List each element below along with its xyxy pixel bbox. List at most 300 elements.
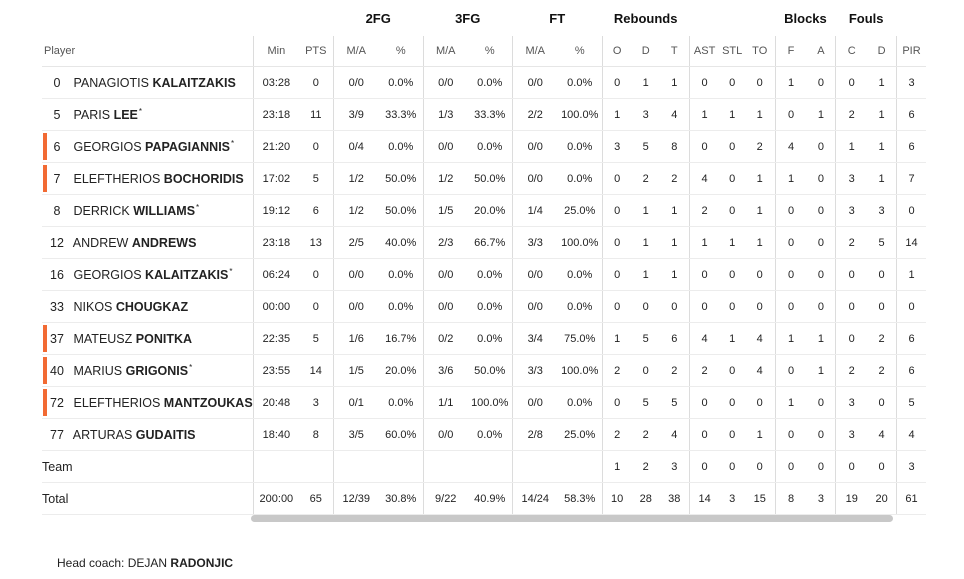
stat-ast: 1 <box>689 99 719 131</box>
stat-stl: 1 <box>720 227 745 259</box>
stat-2fg-pct <box>379 451 424 483</box>
player-last-name: GUDAITIS <box>135 427 196 442</box>
stat-pir: 6 <box>897 131 927 163</box>
stat-ft-pct: 58.3% <box>558 483 603 515</box>
player-star: * <box>229 266 233 276</box>
stat-reb-d: 5 <box>632 323 660 355</box>
stat-blk-a: 0 <box>806 259 835 291</box>
group-header-row <box>42 0 926 36</box>
stat-blk-a: 1 <box>806 355 835 387</box>
head-coach <box>57 556 233 570</box>
stat-2fg-pct: 50.0% <box>379 195 424 227</box>
stat-ft-ma: 2/2 <box>512 99 558 131</box>
stat-ft-pct: 100.0% <box>558 227 603 259</box>
stat-blk-f: 1 <box>775 163 806 195</box>
stat-blk-f: 0 <box>775 227 806 259</box>
stat-reb-t: 2 <box>660 355 689 387</box>
stat-min: 03:28 <box>253 67 299 99</box>
stat-ast: 0 <box>689 387 719 419</box>
stat-blk-f: 0 <box>775 259 806 291</box>
column-header-row <box>42 36 926 67</box>
stat-to: 4 <box>745 355 775 387</box>
table-row[interactable] <box>42 355 926 387</box>
stat-ft-pct: 0.0% <box>558 291 603 323</box>
stat-reb-o: 2 <box>602 419 631 451</box>
stat-pts: 0 <box>299 259 333 291</box>
stat-3fg-pct: 20.0% <box>468 195 513 227</box>
stat-stl: 1 <box>720 323 745 355</box>
table-row[interactable] <box>42 99 926 131</box>
stat-to: 1 <box>745 99 775 131</box>
stat-3fg-ma: 1/1 <box>423 387 467 419</box>
starter-indicator <box>43 389 47 416</box>
player-star: * <box>189 362 193 372</box>
stat-ast: 14 <box>689 483 719 515</box>
stat-blk-f: 1 <box>775 323 806 355</box>
player-cell[interactable] <box>42 291 253 323</box>
stat-ft-ma: 0/0 <box>512 291 558 323</box>
stat-ft-pct: 0.0% <box>558 163 603 195</box>
stat-3fg-ma: 2/3 <box>423 227 467 259</box>
stat-3fg-pct: 40.9% <box>468 483 513 515</box>
player-cell[interactable] <box>42 67 253 99</box>
stat-reb-o: 0 <box>602 387 631 419</box>
table-row[interactable] <box>42 163 926 195</box>
stat-fouls-d: 4 <box>867 419 896 451</box>
player-number: 37 <box>50 331 64 346</box>
stat-blk-f: 0 <box>775 195 806 227</box>
player-last-name: PONITKA <box>135 331 193 346</box>
stat-3fg-ma: 1/3 <box>423 99 467 131</box>
stat-fouls-c: 0 <box>836 67 867 99</box>
stat-pir: 3 <box>897 451 927 483</box>
player-number: 33 <box>50 299 64 314</box>
stat-ft-pct: 0.0% <box>558 67 603 99</box>
stat-fouls-c: 2 <box>836 99 867 131</box>
stat-2fg-ma: 12/39 <box>333 483 379 515</box>
table-row[interactable] <box>42 323 926 355</box>
player-cell[interactable] <box>42 259 253 291</box>
stat-to: 2 <box>745 131 775 163</box>
player-first-name: PANAGIOTIS <box>73 75 149 90</box>
stat-pir: 4 <box>897 419 927 451</box>
stat-ft-ma <box>512 451 558 483</box>
stat-to: 0 <box>745 259 775 291</box>
stat-3fg-pct: 33.3% <box>468 99 513 131</box>
stat-reb-t: 4 <box>660 419 689 451</box>
stat-stl: 0 <box>720 163 745 195</box>
player-last-name: LEE <box>113 107 138 122</box>
stat-to: 1 <box>745 195 775 227</box>
stat-reb-t: 3 <box>660 451 689 483</box>
col-3fg-pct[interactable]: % <box>468 36 513 67</box>
stat-fouls-c: 3 <box>836 387 867 419</box>
stat-fouls-c: 3 <box>836 163 867 195</box>
col-ft-pct[interactable]: % <box>558 36 603 67</box>
stat-pts: 3 <box>299 387 333 419</box>
stat-fouls-c: 2 <box>836 355 867 387</box>
col-3fg-ma[interactable]: M/A <box>423 36 467 67</box>
stat-fouls-d: 0 <box>867 451 896 483</box>
player-first-name: MATEUSZ <box>73 331 133 346</box>
stat-3fg-pct <box>468 451 513 483</box>
stat-blk-f: 0 <box>775 451 806 483</box>
stat-reb-d: 2 <box>632 419 660 451</box>
stat-stl: 0 <box>720 131 745 163</box>
stat-ft-ma: 14/24 <box>512 483 558 515</box>
player-star: * <box>196 202 200 212</box>
col-blk-a[interactable]: A <box>806 36 835 67</box>
table-row[interactable] <box>42 131 926 163</box>
stat-reb-t: 4 <box>660 99 689 131</box>
player-first-name: ANDREW <box>72 235 129 250</box>
stat-3fg-ma: 9/22 <box>423 483 467 515</box>
stat-pts: 14 <box>299 355 333 387</box>
stat-blk-f: 8 <box>775 483 806 515</box>
stat-fouls-c: 3 <box>836 195 867 227</box>
stat-reb-o: 10 <box>602 483 631 515</box>
stat-to: 1 <box>745 163 775 195</box>
stat-blk-a: 3 <box>806 483 835 515</box>
stat-blk-f: 0 <box>775 419 806 451</box>
table-row[interactable] <box>42 195 926 227</box>
stat-ast: 0 <box>689 451 719 483</box>
stat-reb-d: 1 <box>632 227 660 259</box>
stat-reb-d: 28 <box>632 483 660 515</box>
col-fouls-c[interactable]: C <box>836 36 867 67</box>
stat-2fg-pct: 50.0% <box>379 163 424 195</box>
stat-min: 00:00 <box>253 291 299 323</box>
stat-stl: 0 <box>720 291 745 323</box>
table-row[interactable] <box>42 419 926 451</box>
stat-min: 18:40 <box>253 419 299 451</box>
stat-pts: 5 <box>299 323 333 355</box>
player-last-name: CHOUGKAZ <box>115 299 189 314</box>
player-last-name: GRIGONIS <box>125 363 189 378</box>
stat-to: 0 <box>745 291 775 323</box>
stat-2fg-ma: 0/0 <box>333 291 379 323</box>
team-label: Team <box>42 451 253 483</box>
col-blk-f[interactable]: F <box>775 36 806 67</box>
stat-blk-f: 1 <box>775 67 806 99</box>
player-number: 40 <box>50 363 64 378</box>
stat-pir: 3 <box>897 67 927 99</box>
player-last-name: MANTZOUKAS <box>163 395 253 410</box>
stat-reb-t: 2 <box>660 163 689 195</box>
stat-fouls-c: 0 <box>836 323 867 355</box>
stat-reb-t: 1 <box>660 67 689 99</box>
stat-fouls-d: 1 <box>867 131 896 163</box>
stat-ast: 0 <box>689 259 719 291</box>
stat-reb-d: 1 <box>632 67 660 99</box>
stat-ast: 0 <box>689 67 719 99</box>
stat-ft-ma: 3/3 <box>512 355 558 387</box>
stat-3fg-ma: 0/0 <box>423 131 467 163</box>
stat-pir: 6 <box>897 99 927 131</box>
player-last-name: PAPAGIANNIS <box>145 139 231 154</box>
stat-fouls-d: 2 <box>867 355 896 387</box>
stat-to: 0 <box>745 387 775 419</box>
stat-reb-t: 1 <box>660 195 689 227</box>
stat-to: 0 <box>745 67 775 99</box>
col-reb-t[interactable]: T <box>660 36 689 67</box>
player-first-name: ARTURAS <box>72 427 133 442</box>
stat-blk-a: 0 <box>806 131 835 163</box>
stat-pts: 11 <box>299 99 333 131</box>
stat-reb-t: 38 <box>660 483 689 515</box>
stat-2fg-ma: 0/1 <box>333 387 379 419</box>
stat-min: 19:12 <box>253 195 299 227</box>
stat-stl: 0 <box>720 387 745 419</box>
stat-blk-a: 1 <box>806 323 835 355</box>
starter-indicator <box>43 357 47 384</box>
stat-to: 0 <box>745 451 775 483</box>
stat-2fg-ma: 1/2 <box>333 163 379 195</box>
stat-3fg-ma <box>423 451 467 483</box>
player-first-name: ELEFTHERIOS <box>73 395 161 410</box>
table-row[interactable] <box>42 291 926 323</box>
stat-blk-f: 4 <box>775 131 806 163</box>
stat-2fg-pct: 60.0% <box>379 419 424 451</box>
stat-ast: 4 <box>689 323 719 355</box>
stat-fouls-d: 1 <box>867 99 896 131</box>
total-row <box>42 483 926 515</box>
stat-3fg-ma: 0/0 <box>423 67 467 99</box>
col-player[interactable]: Player <box>42 36 253 67</box>
stat-ft-ma: 1/4 <box>512 195 558 227</box>
stat-3fg-pct: 0.0% <box>468 259 513 291</box>
player-cell[interactable] <box>42 227 253 259</box>
player-number: 5 <box>53 107 61 122</box>
stat-pir: 6 <box>897 323 927 355</box>
stat-fouls-d: 0 <box>867 291 896 323</box>
stat-min: 06:24 <box>253 259 299 291</box>
stat-pir: 1 <box>897 259 927 291</box>
group-ft: FT <box>549 10 566 26</box>
horizontal-scrollbar[interactable] <box>251 515 893 522</box>
boxscore-table <box>42 0 926 515</box>
stat-ft-pct <box>558 451 603 483</box>
stat-stl: 0 <box>720 419 745 451</box>
player-number: 8 <box>53 203 61 218</box>
stat-reb-t: 0 <box>660 291 689 323</box>
stat-ast: 0 <box>689 131 719 163</box>
stat-ft-ma: 0/0 <box>512 67 558 99</box>
player-last-name: WILLIAMS <box>133 203 196 218</box>
group-3fg: 3FG <box>455 10 481 26</box>
stat-reb-d: 5 <box>632 387 660 419</box>
player-number: 7 <box>53 171 61 186</box>
stat-pir: 0 <box>897 291 927 323</box>
coach-first-name: DEJAN <box>127 556 168 570</box>
starter-indicator <box>43 133 47 160</box>
player-cell[interactable] <box>42 131 253 163</box>
stat-min: 20:48 <box>253 387 299 419</box>
player-cell[interactable] <box>42 419 253 451</box>
stat-fouls-d: 5 <box>867 227 896 259</box>
stat-blk-a: 0 <box>806 227 835 259</box>
col-ft-ma[interactable]: M/A <box>512 36 558 67</box>
player-last-name: KALAITZAKIS <box>152 75 236 90</box>
stat-reb-o: 1 <box>602 451 631 483</box>
stat-2fg-pct: 33.3% <box>379 99 424 131</box>
player-number: 77 <box>50 427 64 442</box>
stat-reb-o: 0 <box>602 195 631 227</box>
stat-min: 22:35 <box>253 323 299 355</box>
group-2fg: 2FG <box>365 10 391 26</box>
stat-ast: 0 <box>689 419 719 451</box>
group-rebounds: Rebounds <box>613 10 678 26</box>
col-ast[interactable]: AST <box>689 36 719 67</box>
stat-ft-ma: 0/0 <box>512 259 558 291</box>
player-number: 72 <box>50 395 64 410</box>
table-row[interactable] <box>42 259 926 291</box>
stat-fouls-d: 20 <box>867 483 896 515</box>
stat-2fg-pct: 0.0% <box>379 67 424 99</box>
stat-reb-o: 0 <box>602 291 631 323</box>
stat-reb-o: 0 <box>602 227 631 259</box>
stat-3fg-pct: 66.7% <box>468 227 513 259</box>
player-first-name: MARIUS <box>73 363 123 378</box>
stat-ft-pct: 100.0% <box>558 355 603 387</box>
stat-min: 23:55 <box>253 355 299 387</box>
stat-blk-f: 0 <box>775 355 806 387</box>
stat-2fg-pct: 20.0% <box>379 355 424 387</box>
player-cell[interactable] <box>42 323 253 355</box>
stat-2fg-ma <box>333 451 379 483</box>
table-row[interactable] <box>42 387 926 419</box>
player-cell[interactable] <box>42 355 253 387</box>
total-label: Total <box>42 483 253 515</box>
stat-ft-ma: 3/3 <box>512 227 558 259</box>
stat-3fg-ma: 1/5 <box>423 195 467 227</box>
stat-2fg-ma: 0/0 <box>333 67 379 99</box>
stat-pir: 14 <box>897 227 927 259</box>
stat-blk-a: 0 <box>806 163 835 195</box>
stat-2fg-ma: 2/5 <box>333 227 379 259</box>
stat-3fg-pct: 0.0% <box>468 419 513 451</box>
player-star: * <box>231 138 235 148</box>
stat-to: 1 <box>745 419 775 451</box>
stat-reb-o: 3 <box>602 131 631 163</box>
stat-pts: 0 <box>299 291 333 323</box>
stat-blk-a: 0 <box>806 387 835 419</box>
col-pts[interactable]: PTS <box>299 36 333 67</box>
stat-min: 200:00 <box>253 483 299 515</box>
player-cell[interactable] <box>42 99 253 131</box>
stat-reb-t: 1 <box>660 227 689 259</box>
col-to[interactable]: TO <box>745 36 775 67</box>
player-last-name: BOCHORIDIS <box>163 171 244 186</box>
col-fouls-d[interactable]: D <box>867 36 896 67</box>
stat-fouls-d: 3 <box>867 195 896 227</box>
player-cell[interactable] <box>42 163 253 195</box>
stat-ft-pct: 0.0% <box>558 387 603 419</box>
stat-2fg-ma: 1/5 <box>333 355 379 387</box>
table-row[interactable] <box>42 227 926 259</box>
col-stl[interactable]: STL <box>720 36 745 67</box>
stat-reb-o: 0 <box>602 259 631 291</box>
stat-fouls-d: 0 <box>867 259 896 291</box>
stat-ast: 2 <box>689 195 719 227</box>
stat-reb-d: 0 <box>632 355 660 387</box>
stat-3fg-ma: 0/0 <box>423 259 467 291</box>
stat-fouls-c: 0 <box>836 291 867 323</box>
starter-indicator <box>43 325 47 352</box>
stat-min: 23:18 <box>253 227 299 259</box>
stat-reb-t: 1 <box>660 259 689 291</box>
stat-fouls-c: 0 <box>836 259 867 291</box>
stat-2fg-ma: 0/0 <box>333 259 379 291</box>
stat-blk-a: 0 <box>806 451 835 483</box>
stat-min: 23:18 <box>253 99 299 131</box>
stat-reb-o: 2 <box>602 355 631 387</box>
player-cell[interactable] <box>42 387 253 419</box>
stat-3fg-ma: 0/0 <box>423 291 467 323</box>
col-pir[interactable]: PIR <box>897 36 927 67</box>
stat-2fg-pct: 30.8% <box>379 483 424 515</box>
col-reb-d[interactable]: D <box>632 36 660 67</box>
stat-3fg-pct: 50.0% <box>468 163 513 195</box>
stat-fouls-d: 2 <box>867 323 896 355</box>
stat-reb-d: 2 <box>632 163 660 195</box>
stat-pir: 0 <box>897 195 927 227</box>
stat-reb-t: 5 <box>660 387 689 419</box>
stat-pir: 5 <box>897 387 927 419</box>
col-2fg-pct[interactable]: % <box>379 36 424 67</box>
stat-2fg-pct: 16.7% <box>379 323 424 355</box>
stat-3fg-pct: 0.0% <box>468 67 513 99</box>
stat-pts: 0 <box>299 67 333 99</box>
player-first-name: ELEFTHERIOS <box>73 171 161 186</box>
team-row <box>42 451 926 483</box>
stat-stl: 0 <box>720 67 745 99</box>
stat-ast: 4 <box>689 163 719 195</box>
stat-3fg-pct: 0.0% <box>468 291 513 323</box>
player-last-name: ANDREWS <box>131 235 197 250</box>
stat-pir: 6 <box>897 355 927 387</box>
stat-ft-ma: 0/0 <box>512 163 558 195</box>
coach-last-name: RADONJIC <box>170 556 234 570</box>
stat-to: 15 <box>745 483 775 515</box>
stat-ast: 0 <box>689 291 719 323</box>
stat-stl: 0 <box>720 451 745 483</box>
col-2fg-ma[interactable]: M/A <box>333 36 379 67</box>
stat-ft-ma: 0/0 <box>512 387 558 419</box>
stat-ft-ma: 0/0 <box>512 131 558 163</box>
col-min[interactable]: Min <box>253 36 299 67</box>
stat-fouls-d: 1 <box>867 67 896 99</box>
stat-blk-a: 0 <box>806 291 835 323</box>
stat-ast: 1 <box>689 227 719 259</box>
stat-3fg-ma: 0/0 <box>423 419 467 451</box>
player-number: 0 <box>53 75 61 90</box>
table-row[interactable] <box>42 67 926 99</box>
player-cell[interactable] <box>42 195 253 227</box>
stat-fouls-c: 3 <box>836 419 867 451</box>
stat-fouls-c: 2 <box>836 227 867 259</box>
col-reb-o[interactable]: O <box>602 36 631 67</box>
stat-blk-a: 1 <box>806 99 835 131</box>
stat-fouls-c: 1 <box>836 131 867 163</box>
stat-ast: 2 <box>689 355 719 387</box>
stat-ft-pct: 0.0% <box>558 131 603 163</box>
stat-3fg-pct: 100.0% <box>468 387 513 419</box>
stat-2fg-ma: 3/9 <box>333 99 379 131</box>
player-number: 16 <box>50 267 64 282</box>
stat-min <box>253 451 299 483</box>
group-blocks: Blocks <box>784 10 827 26</box>
